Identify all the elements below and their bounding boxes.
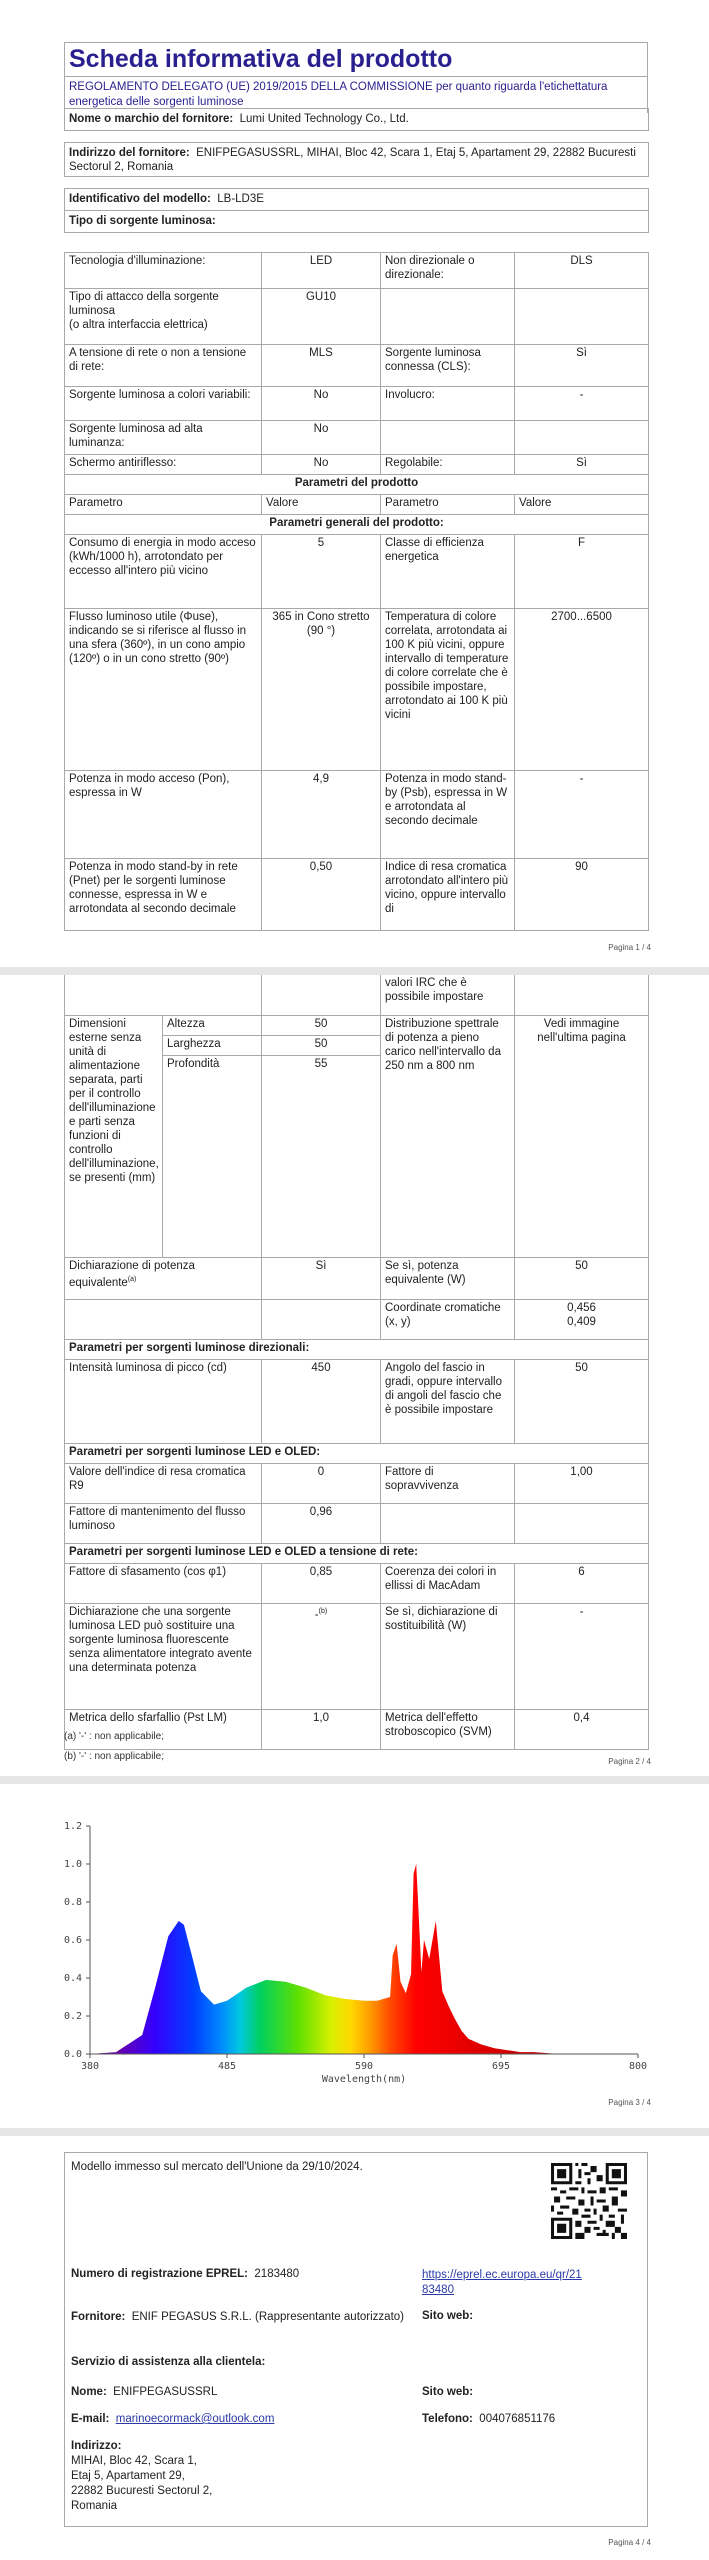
efficiency-label: Classe di efficienza energetica: [381, 535, 515, 609]
qr-code-icon[interactable]: [551, 2163, 627, 2239]
page-separator: [0, 1776, 709, 1784]
footnote-a: (a) '-' : non applicabile;: [64, 1731, 164, 1742]
maintenance-value: 0,96: [262, 1503, 381, 1543]
cri-label: Indice di resa cromatica arrotondato all'intero più vicino, oppure intervallo di: [381, 859, 515, 931]
replacement-value: -: [314, 1608, 319, 1621]
name-label: Nome:: [71, 2386, 107, 2398]
x-axis-label: Wavelength(nm): [321, 2074, 407, 2085]
address-row: [65, 143, 649, 177]
power-factor-label: Fattore di sfasamento (cos φ1): [65, 1563, 262, 1603]
page-3: [0, 1784, 709, 2126]
cri-label-continued: valori IRC che è possibile impostare: [381, 975, 515, 1015]
x-tick-label: 695: [491, 2061, 511, 2072]
y-tick-label: 1.0: [63, 1859, 82, 1870]
address-line-3: 22882 Bucuresti Sectorul 2,: [71, 2485, 213, 2497]
spectrum-area-series: [90, 1864, 638, 2054]
spectral-chart: [0, 1784, 709, 2094]
macadam-value: 6: [515, 1563, 649, 1603]
page-separator: [0, 967, 709, 975]
cap-value: GU10: [262, 289, 381, 345]
eprel-link-line-1[interactable]: https://eprel.ec.europa.eu/qr/21: [422, 2269, 582, 2281]
nondir-label: Non direzionale o direzionale:: [381, 253, 515, 289]
led-header: Parametri per sorgenti luminose LED e OLED:: [65, 1443, 649, 1463]
height-label: Altezza: [163, 1015, 262, 1035]
power-network-label: Potenza in modo stand-by in rete (Pnet) per le sorgenti luminose connesse, espressa in W e arrotondata al secondo decimale: [65, 859, 262, 931]
cct-value: 2700...6500: [515, 609, 649, 771]
spacer: [65, 131, 649, 143]
equiv-value: Sì: [262, 1257, 381, 1299]
empty-cell: [262, 975, 381, 1015]
model-row: [65, 189, 649, 211]
y-tick-label: 1.2: [63, 1821, 82, 1832]
col-param-header: Parametro: [381, 495, 515, 515]
flux-label: Flusso luminoso utile (Φuse), indicando se si riferisce al flusso in una sfera (360º), in un cono ampio (120º) o in un cono stretto (90º): [65, 609, 262, 771]
energy-value: 5: [262, 535, 381, 609]
cls-value: Sì: [515, 345, 649, 387]
replacement-value-cell: -$^{(b)}$: [262, 1603, 381, 1709]
beam-angle-label: Angolo del fascio in gradi, oppure intervallo di angoli del fascio che è possibile impostare: [381, 1359, 515, 1443]
macadam-label: Coerenza dei colori in ellissi di MacAdam: [381, 1563, 515, 1603]
address-line-4: Romania: [71, 2500, 118, 2512]
spd-label: Distribuzione spettrale di potenza a pieno carico nell'intervallo da 250 nm a 800 nm: [381, 1015, 515, 1257]
empty-cell: [515, 421, 649, 455]
equiv-label: Dichiarazione di potenza equivalente: [69, 1259, 195, 1289]
maintenance-label: Fattore di mantenimento del flusso luminoso: [65, 1503, 262, 1543]
address-label: Indirizzo:: [71, 2440, 122, 2452]
address-line-1: MIHAI, Bloc 42, Scara 1,: [71, 2455, 197, 2467]
power-on-label: Potenza in modo acceso (Pon), espressa in W: [65, 771, 262, 859]
params-table: [64, 474, 649, 931]
depth-value: 55: [262, 1055, 381, 1257]
chroma-x: 0,456: [567, 1301, 596, 1314]
cap-cell: [65, 289, 262, 345]
page-number: Pagina 2 / 4: [608, 1757, 651, 1766]
supplier-label: Fornitore:: [71, 2311, 126, 2323]
equiv-if-value: 50: [515, 1257, 649, 1299]
website-label: Sito web:: [422, 2310, 474, 2322]
col-value-header: Valore: [515, 495, 649, 515]
cls-label: Sorgente luminosa connessa (CLS):: [381, 345, 515, 387]
page-title: Scheda informativa del prodotto: [64, 42, 648, 76]
width-value: 50: [262, 1035, 381, 1055]
empty-cell: [381, 289, 515, 345]
page-2: [0, 975, 709, 1775]
type-table: [64, 252, 649, 475]
power-standby-value: -: [515, 771, 649, 859]
email-label: E-mail:: [71, 2413, 110, 2425]
replacement-label: Dichiarazione che una sorgente luminosa LED può sostituire una sorgente luminosa fluorescente senza alimentatore integrato avente una determinata potenza: [65, 1603, 262, 1709]
empty-cell: [515, 975, 649, 1015]
empty-cell: [262, 1299, 381, 1339]
peak-intensity-label: Intensità luminosa di picco (cd): [65, 1359, 262, 1443]
regulation-subtitle: REGOLAMENTO DELEGATO (UE) 2019/2015 DELLA COMMISSIONE per quanto riguarda l'etichettatura energetica delle sorgenti luminose: [64, 76, 648, 113]
tech-value: LED: [262, 253, 381, 289]
glare-label: Schermo antiriflesso:: [65, 455, 262, 475]
params-table-continued: [64, 975, 649, 1750]
cap-label: Tipo di attacco della sorgente luminosa: [69, 291, 219, 317]
y-tick-label: 0.2: [63, 2011, 82, 2022]
supplier-row: [65, 109, 649, 131]
power-standby-label: Potenza in modo stand-by (Psb), espressa in W e arrotondata al secondo decimale: [381, 771, 515, 859]
height-value: 50: [262, 1015, 381, 1035]
color-value: No: [262, 387, 381, 421]
y-tick-label: 0.8: [63, 1897, 82, 1908]
supplier-row: [71, 2310, 411, 2325]
page-1: [0, 0, 709, 975]
stroboscopic-label: Metrica dell'effetto stroboscopico (SVM): [381, 1709, 515, 1749]
empty-cell: [65, 1299, 262, 1339]
high-luminance-value: No: [262, 421, 381, 455]
eprel-row: [71, 2268, 299, 2280]
directional-header: Parametri per sorgenti luminose direzionali:: [65, 1339, 649, 1359]
address-block: [71, 2439, 212, 2514]
beam-angle-value: 50: [515, 1359, 649, 1443]
stroboscopic-value: 0,4: [515, 1709, 649, 1749]
market-date: Modello immesso sul mercato dell'Unione da 29/10/2024.: [71, 2161, 363, 2173]
spectrum-area: [90, 1864, 638, 2054]
cct-label: Temperatura di colore correlata, arrotondata ai 100 K più vicini, oppure intervallo di temperature di colore correlate che è possibile impostare, arrotondato ai 100 K più vicini: [381, 609, 515, 771]
envelope-label: Involucro:: [381, 387, 515, 421]
email-link[interactable]: marinoecormack@outlook.com: [115, 2413, 275, 2425]
y-tick-label: 0.4: [63, 1973, 82, 1984]
footnote-b: (b) '-' : non applicabile;: [64, 1751, 164, 1762]
x-tick-label: 485: [217, 2061, 237, 2072]
flicker-label: Metrica dello sfarfallio (Pst LM): [65, 1709, 262, 1749]
eprel-value: 2183480: [254, 2268, 300, 2280]
y-tick-label: 0.6: [63, 1935, 82, 1946]
address-value: ENIFPEGASUSSRL, MIHAI, Bloc 42, Scara 1, Etaj 5, Apartament 29, 22882 Bucuresti Sectorul 2, Romania: [69, 147, 636, 173]
dimmable-value: Sì: [515, 455, 649, 475]
phone-row: [422, 2413, 555, 2425]
flicker-value: 1,0: [262, 1709, 381, 1749]
eprel-label: Numero di registrazione EPREL:: [71, 2268, 249, 2280]
led-mains-header: Parametri per sorgenti luminose LED e OLED a tensione di rete:: [65, 1543, 649, 1563]
col-value-header: Valore: [262, 495, 381, 515]
phone-value: 004076851176: [479, 2413, 556, 2425]
depth-label: Profondità: [163, 1055, 262, 1257]
r9-label: Valore dell'indice di resa cromatica R9: [65, 1463, 262, 1503]
type-header: Tipo di sorgente luminosa:: [65, 211, 649, 233]
page-separator: [0, 2128, 709, 2136]
r9-value: 0: [262, 1463, 381, 1503]
efficiency-value: F: [515, 535, 649, 609]
market-info-box: [64, 2152, 648, 2527]
website-label-2: Sito web:: [422, 2386, 474, 2398]
supplier-value: ENIF PEGASUS S.R.L. (Rappresentante autorizzato): [131, 2311, 404, 2323]
general-header: Parametri generali del prodotto:: [65, 515, 649, 535]
name-value: ENIFPEGASUSSRL: [113, 2386, 218, 2398]
address-label: Indirizzo del fornitore:: [69, 147, 190, 159]
supplier-value: Lumi United Technology Co., Ltd.: [239, 113, 409, 125]
eprel-link-line-2[interactable]: 83480: [422, 2284, 454, 2296]
flux-value: 365 in Cono stretto (90 °): [262, 609, 381, 771]
x-tick-label: 590: [354, 2061, 374, 2072]
model-label: Identificativo del modello:: [69, 193, 211, 205]
cri-value: 90: [515, 859, 649, 931]
spacer: [65, 177, 649, 189]
high-luminance-label: Sorgente luminosa ad alta luminanza:: [65, 421, 262, 455]
dimensions-label: Dimensioni esterne senza unità di alimentazione separata, parti per il controllo dell'illuminazione e parti senza funzioni di controllo dell'illuminazione, se presenti (mm): [65, 1015, 163, 1257]
empty-cell: [381, 1503, 515, 1543]
color-label: Sorgente luminosa a colori variabili:: [65, 387, 262, 421]
tech-label: Tecnologia d'illuminazione:: [65, 253, 262, 289]
supplier-label: Nome o marchio del fornitore:: [69, 113, 234, 125]
x-tick-label: 380: [80, 2061, 100, 2072]
address-line-2: Etaj 5, Apartament 29,: [71, 2470, 185, 2482]
survival-label: Fattore di sopravvivenza: [381, 1463, 515, 1503]
cap-note: (o altra interfaccia elettrica): [69, 319, 208, 331]
mains-label: A tensione di rete o non a tensione di rete:: [65, 345, 262, 387]
email-row: [71, 2413, 274, 2425]
empty-cell: [65, 975, 262, 1015]
page-number: Pagina 3 / 4: [608, 2098, 651, 2107]
glare-value: No: [262, 455, 381, 475]
chroma-value: [515, 1299, 649, 1339]
params-header: Parametri del prodotto: [65, 475, 649, 495]
model-value: LB-LD3E: [217, 193, 264, 205]
name-row: [71, 2386, 217, 2398]
chroma-y: 0,409: [567, 1315, 596, 1328]
peak-intensity-value: 450: [262, 1359, 381, 1443]
y-tick-label: 0.0: [63, 2049, 82, 2060]
x-tick-label: 800: [628, 2061, 648, 2072]
survival-value: 1,00: [515, 1463, 649, 1503]
dimmable-label: Regolabile:: [381, 455, 515, 475]
page-number: Pagina 4 / 4: [608, 2538, 651, 2547]
width-label: Larghezza: [163, 1035, 262, 1055]
power-network-value: 0,50: [262, 859, 381, 931]
empty-cell: [515, 1503, 649, 1543]
supplier-table: [64, 108, 649, 233]
equiv-cell: Dichiarazione di potenza equivalente$^{(a)}$: [65, 1257, 262, 1299]
customer-service-label: Servizio di assistenza alla clientela:: [71, 2356, 266, 2368]
equiv-if-label: Se sì, potenza equivalente (W): [381, 1257, 515, 1299]
eprel-link[interactable]: [422, 2268, 582, 2298]
empty-cell: [381, 421, 515, 455]
chroma-label: Coordinate cromatiche (x, y): [381, 1299, 515, 1339]
page-number: Pagina 1 / 4: [608, 943, 651, 952]
empty-cell: [515, 289, 649, 345]
envelope-value: -: [515, 387, 649, 421]
spd-value: Vedi immagine nell'ultima pagina: [515, 1015, 649, 1257]
energy-label: Consumo di energia in modo acceso (kWh/1000 h), arrotondato per eccesso all'intero più vicino: [65, 535, 262, 609]
page-4: [0, 2136, 709, 2560]
col-param-header: Parametro: [65, 495, 262, 515]
nondir-value: DLS: [515, 253, 649, 289]
power-factor-value: 0,85: [262, 1563, 381, 1603]
replacement-if-value: -: [515, 1603, 649, 1709]
phone-label: Telefono:: [422, 2413, 473, 2425]
replacement-if-label: Se sì, dichiarazione di sostituibilità (W): [381, 1603, 515, 1709]
mains-value: MLS: [262, 345, 381, 387]
power-on-value: 4,9: [262, 771, 381, 859]
